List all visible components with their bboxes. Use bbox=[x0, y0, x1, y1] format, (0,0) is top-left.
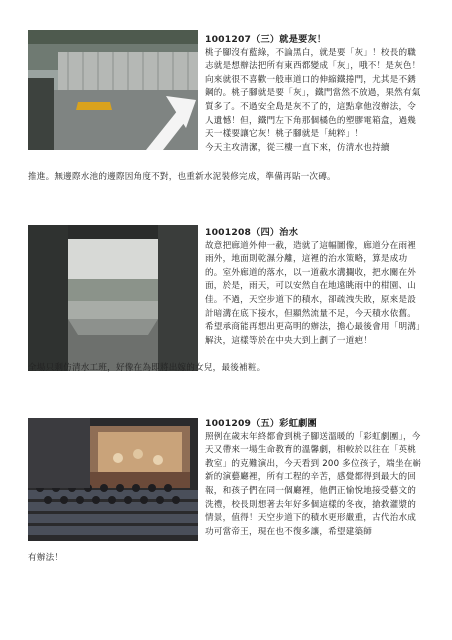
entry-body: 照例在歲末年終都會到桃子腳送溫暖的「彩虹劇團」，今天又帶來一場生命教育的溫馨劇，相較於以往在「英桃教室」的克難演出，今天看到 200 多位孩子，端坐在嶄新的演藝廳裡，所有工程的辛苦，感覺都得到最大的回報，和孩子們在同一個廳裡，他們正愉悅地接受藝文的洗禮，校長則想著去年好多個這樣的冬夜，搶救灌漿的情景，值得！天空步道下的積水更形嚴重，古代治水成功可當帝王，現在也不復多讓，希望建築師 bbox=[205, 431, 422, 537]
photo-gate bbox=[28, 30, 198, 150]
entry-text bbox=[205, 33, 423, 155]
corridor-photo-illustration bbox=[28, 225, 198, 371]
entry-continued: 有辦法！ bbox=[28, 553, 64, 563]
entry-body: 桃子腳沒有藍綠，不論黑白，就是要「灰」！校長的職志就是想辦法把所有東西都變成「灰」，哦不！是灰色！向來就很不喜歡一般車道口的伸縮鐵捲門，尤其是不銹鋼的。桃子腳就是要「灰」，鐵門當然不放過，果然有氣質多了。不過安全島是灰不了的，這點拿他沒辦法，令人遺憾！但，鐵門左下角那個橘色的塑膠電箱盒，過幾天一樣要讓它灰！桃子腳就是「純粹」！ bbox=[205, 47, 421, 140]
entry-title: 1001209（五）彩虹劇團 bbox=[205, 418, 317, 429]
entry-text bbox=[205, 417, 423, 539]
entry-title: 1001208（四）治水 bbox=[205, 227, 299, 238]
entry-text bbox=[205, 226, 423, 348]
entry-continued: 全場只剩仿清水工班，好像在為即將出嫁的女兒，最後補粧。 bbox=[28, 363, 266, 373]
photo-theater bbox=[28, 418, 198, 541]
photo-corridor bbox=[28, 225, 198, 371]
entry-continued: 推進。無邊際水池的邊際因角度不對，也重新水泥裝修完成，準備再貼一次磚。 bbox=[28, 172, 336, 182]
entry-title: 1001207（三）就是要灰！ bbox=[205, 34, 327, 45]
entry-body-extra: 今天主攻清潔，從三樓一直下來，仿清水也持續 bbox=[205, 142, 390, 153]
theater-photo-illustration bbox=[28, 418, 198, 541]
entry-body: 故意把廊道外伸一截，造就了這幅圖像，廊道分在雨裡雨外，地面則乾濕分離，這裡的治水策略，算是成功的。室外廊道的落水，以一道截水溝攔收，把水關在外面，於是，雨天，可以安然自在地遠眺雨中的柑園、山佳。不過，天空步道下的積水，卻疏洩失敗，原來是設計暗溝在底下接水，但顯然流量不足，今天積水依舊。希望承商能再想出更高明的辦法，擔心最後會用「明溝」解決，這樣等於在中央大到上劃了一道疤！ bbox=[205, 240, 421, 346]
gate-photo-illustration bbox=[28, 30, 198, 150]
